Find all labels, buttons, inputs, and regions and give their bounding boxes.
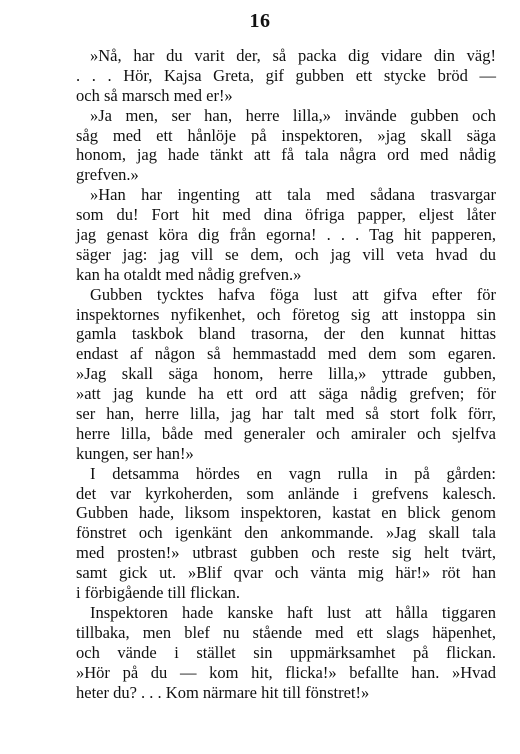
text-line: kan ha otaldt med nådig grefven.» [76, 264, 302, 284]
text-line: som du! Fort hit med dina öfriga papper, eljest låter [76, 205, 496, 225]
text-line: i förbigående till flickan. [76, 583, 241, 603]
text-line: grefven.» [76, 165, 139, 185]
text-line: herre lilla, både med generaler och amiraler och sjelfva [76, 423, 496, 443]
text-line: I detsamma hördes en vagn rulla in på gården: [90, 463, 496, 483]
text-line: »Ja men, ser han, herre lilla,» invände gubben och [90, 105, 496, 125]
text-line: gamla taskbok bland trasorna, der den kunnat hittas [76, 324, 496, 344]
text-line: och så marsch med er!» [76, 85, 233, 105]
text-line: kungen, ser han!» [76, 443, 194, 463]
text-line: jag genast köra dig från egorna! . . . Tag hit papperen, [76, 225, 496, 245]
text-line: honom, jag hade tänkt att få tala några ord med nådig [76, 145, 496, 165]
text-line: och vände i stället sin uppmärksamhet på flickan. [76, 642, 496, 662]
text-line: fönstret och igenkänt den ankommande. »Jag skall tala [76, 523, 496, 543]
text-line: Gubben hade, liksom inspektoren, kastat en blick genom [76, 503, 496, 523]
text-line: »Jag skall säga honom, herre lilla,» yttrade gubben, [76, 364, 496, 384]
text-line: inspektornes nyfikenhet, och företog sig att instoppa sin [76, 304, 496, 324]
text-line: ser han, herre lilla, jag har talt med så stort folk förr, [76, 404, 496, 424]
text-line: det var kyrkoherden, som anlände i grefvens kalesch. [76, 483, 496, 503]
body-text [76, 46, 496, 702]
text-line: heter du? . . . Kom närmare hit till fönstret!» [76, 682, 370, 702]
text-line: Inspektoren hade kanske haft lust att hålla tiggaren [90, 602, 496, 622]
text-line: säger jag: jag vill se dem, och jag vill veta hvad du [76, 244, 496, 264]
text-line: med prosten!» utbrast gubben och reste sig helt tvärt, [76, 543, 496, 563]
text-line: tillbaka, men blef nu stående med ett slags häpenhet, [76, 622, 496, 642]
text-line: . . . Hör, Kajsa Greta, gif gubben ett stycke bröd — [76, 65, 496, 85]
text-line: »Nå, har du varit der, så packa dig vidare din väg! [90, 46, 496, 65]
text-line: samt gick ut. »Blif qvar och vänta mig här!» röt han [76, 563, 496, 583]
page-number: 16 [249, 10, 271, 32]
text-line: »att jag kunde ha ett ord att säga nådig grefven; för [76, 384, 496, 404]
text-line: Gubben tycktes hafva föga lust att gifva efter för [90, 284, 496, 304]
text-line: endast af någon så hemmastadd med dem som egaren. [76, 344, 496, 364]
text-line: »Han har ingenting att tala med sådana trasvargar [90, 185, 496, 205]
text-line: »Hör på du — kom hit, flicka!» befallte han. »Hvad [76, 662, 496, 682]
text-line: såg med ett hånlöje på inspektoren, »jag skall säga [76, 125, 496, 145]
